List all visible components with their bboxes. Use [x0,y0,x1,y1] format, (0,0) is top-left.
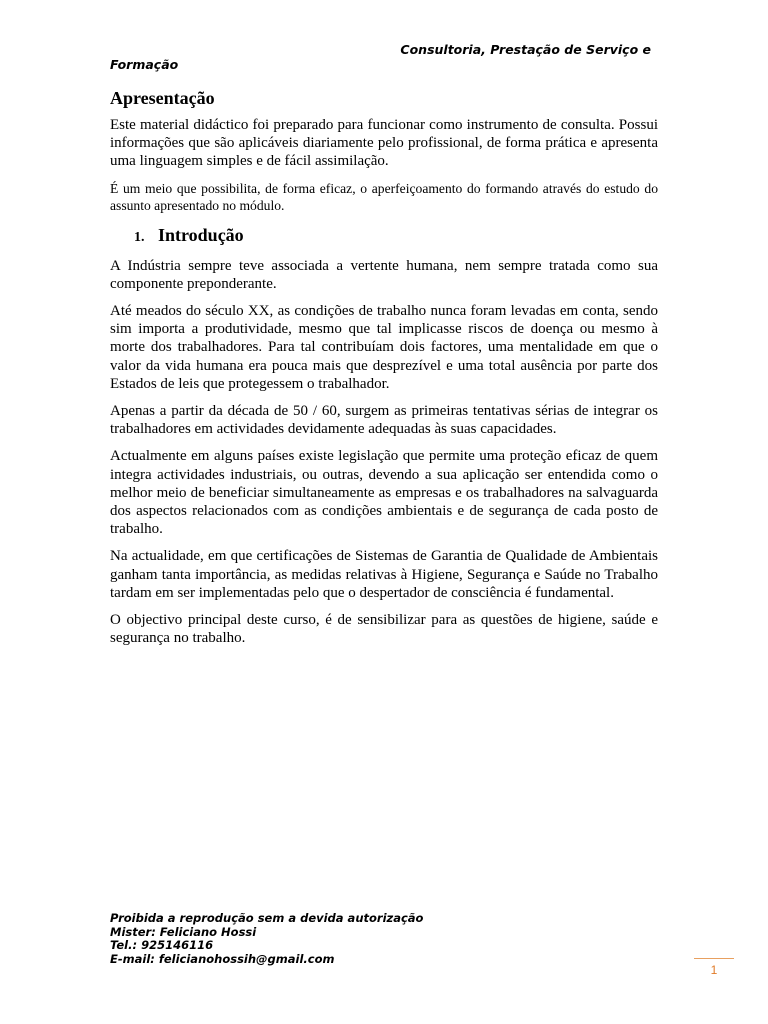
heading-number: 1. [134,229,145,245]
footer-author: Mister: Feliciano Hossi [110,924,257,939]
page-number-rule [694,958,734,959]
introduction-paragraph: O objectivo principal deste curso, é de sensibilizar para as questões de higiene, saúde e segurança no trabalho. [110,612,658,647]
introduction-paragraph: Até meados do século XX, as condições de trabalho nunca foram levadas em conta, sendo sim importa a produtividade, mesmo que tal implicasse riscos de doença ou mesmo à morte dos trabalhadores. Para tal contribuíam dois factores, uma mentalidade em que o valor da vida humana era pouca mais que desprezível e uma total ausência por parte dos Estados de leis que protegessem o trabalhador. [110,303,658,392]
page-content [110,86,658,656]
presentation-paragraph: Este material didáctico foi preparado para funcionar como instrumento de consulta. Possui informações que são aplicáveis diariamente pelo profissional, de forma prática e apresenta uma linguagem simples e de fácil assimilação. [110,117,658,170]
heading-text: Introdução [158,224,244,245]
introduction-paragraph: Na actualidade, em que certificações de Sistemas de Garantia de Qualidade de Ambientais ganham tanta importância, as medidas relativas à Higiene, Segurança e Saúde no Trabalho tardam em ser implementadas pelo que o despertador de consciência é fundamental. [110,548,658,601]
header-company-line2: Formação [110,57,179,72]
introduction-paragraph: Apenas a partir da década de 50 / 60, surgem as primeiras tentativas sérias de integrar os trabalhadores em actividades devidamente adequadas às suas capacidades. [110,403,658,438]
introduction-paragraph: Actualmente em alguns países existe legislação que permite uma proteção eficaz de quem integra actividades industriais, ou outras, devendo a sua aplicação ser entendida como o melhor meio de beneficiar simultaneamente as empresas e os trabalhadores na salvaguarda dos aspectos relacionados com as condições ambientais e de segurança de cada posto de trabalho. [110,448,658,538]
page-footer [110,912,423,966]
presentation-paragraph: É um meio que possibilita, de forma eficaz, o aperfeiçoamento do formando através do estudo do assunto apresentado no módulo. [110,180,658,213]
footer-notice: Proibida a reprodução sem a devida autorização [110,911,424,925]
header-company-line1: Consultoria, Prestação de Serviço e [400,42,651,57]
presentation-heading: Apresentação [110,88,215,108]
footer-phone: Tel.: 925146116 [110,938,214,952]
introduction-heading [134,223,658,250]
introduction-paragraph: A Indústria sempre teve associada a vertente humana, nem sempre tratada como sua componente preponderante. [110,257,658,292]
footer-email: E-mail: felicianohossih@gmail.com [110,951,335,966]
page-number: 1 [710,963,718,977]
